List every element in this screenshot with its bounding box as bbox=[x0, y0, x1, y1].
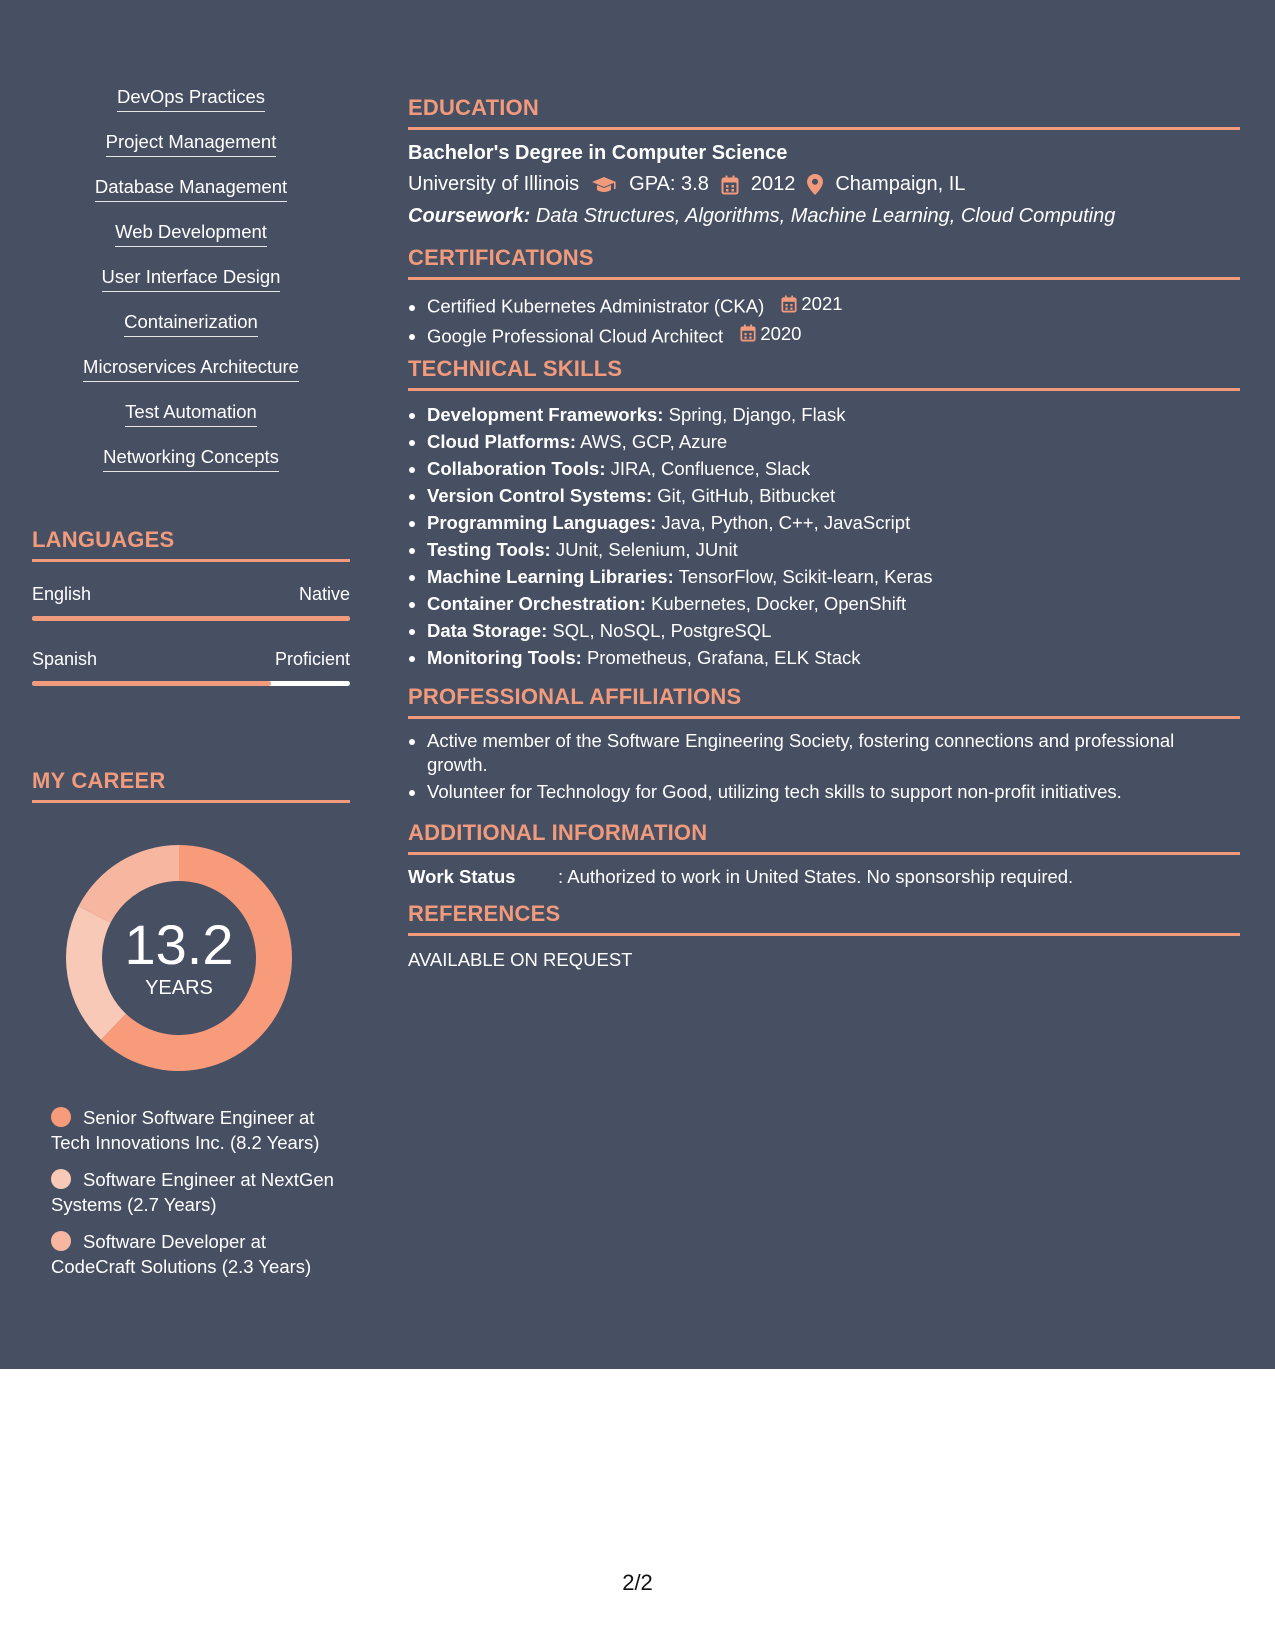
language-name: Spanish bbox=[32, 649, 98, 669]
certification-item: • Certified Kubernetes Administrator (CKA) 2021 bbox=[427, 290, 1240, 320]
affiliation-item: • Volunteer for Technology for Good, utilizing tech skills to support non-profit initiatives. bbox=[427, 780, 1240, 804]
education-school: University of Illinois bbox=[408, 173, 580, 195]
calendar-icon bbox=[781, 295, 797, 313]
career-legend bbox=[51, 1105, 351, 1291]
certification-year: 2021 bbox=[801, 293, 843, 314]
calendar-icon bbox=[740, 324, 756, 342]
education-gpa: GPA: 3.8 bbox=[629, 173, 709, 195]
technical-skill-item: • Monitoring Tools: Prometheus, Grafana, ELK Stack bbox=[427, 644, 1240, 671]
skill-item: Test Automation bbox=[32, 401, 350, 446]
legend-dot bbox=[51, 1107, 71, 1127]
technical-skill-item: • Programming Languages: Java, Python, C++, JavaScript bbox=[427, 509, 1240, 536]
language-bar-fill bbox=[32, 681, 271, 686]
location-pin-icon bbox=[807, 174, 823, 195]
technical-skill-item: • Data Storage: SQL, NoSQL, PostgreSQL bbox=[427, 617, 1240, 644]
donut-slice bbox=[79, 845, 179, 923]
skill-item: User Interface Design bbox=[32, 266, 350, 311]
languages-section bbox=[32, 529, 350, 686]
language-item bbox=[32, 649, 350, 686]
references-section bbox=[408, 903, 1240, 971]
certification-year: 2020 bbox=[760, 322, 802, 344]
page-number: 2/2 bbox=[622, 1570, 653, 1595]
references-text: AVAILABLE ON REQUEST bbox=[408, 949, 633, 970]
legend-dot bbox=[51, 1231, 71, 1251]
career-item: Senior Software Engineer at Tech Innovations Inc. (8.2 Years) bbox=[51, 1107, 320, 1153]
technical-skills-title: TECHNICAL SKILLS bbox=[408, 358, 1240, 391]
skill-item: Web Development bbox=[32, 221, 350, 266]
education-section bbox=[408, 97, 1240, 228]
education-location: Champaign, IL bbox=[835, 173, 966, 195]
graduation-cap-icon bbox=[591, 176, 617, 194]
certifications-section bbox=[408, 247, 1240, 349]
work-status-label: Work Status bbox=[408, 866, 516, 887]
language-bar bbox=[32, 616, 350, 621]
career-item: Software Developer at CodeCraft Solutions (2.3 Years) bbox=[51, 1231, 312, 1277]
coursework-label: Coursework: bbox=[408, 205, 531, 227]
affiliations-section bbox=[408, 686, 1240, 807]
affiliations-title: PROFESSIONAL AFFILIATIONS bbox=[408, 686, 1240, 719]
certifications-title: CERTIFICATIONS bbox=[408, 247, 1240, 280]
skill-item: Project Management bbox=[32, 131, 350, 176]
languages-title: LANGUAGES bbox=[32, 529, 350, 562]
education-coursework bbox=[408, 205, 1240, 228]
coursework-value: Data Structures, Algorithms, Machine Learning, Cloud Computing bbox=[535, 205, 1116, 227]
certification-item: • Google Professional Cloud Architect 2020 bbox=[427, 320, 1240, 350]
language-name: English bbox=[32, 584, 92, 604]
technical-skills-list bbox=[408, 401, 1240, 671]
career-section bbox=[32, 768, 350, 1277]
technical-skill-item: • Testing Tools: JUnit, Selenium, JUnit bbox=[427, 536, 1240, 563]
education-title: EDUCATION bbox=[408, 97, 1240, 130]
skill-item: Database Management bbox=[32, 176, 350, 221]
language-bar-fill bbox=[32, 616, 350, 621]
affiliation-item: • Active member of the Software Engineering Society, fostering connections and professional growth. bbox=[427, 729, 1240, 777]
skill-item: Containerization bbox=[32, 311, 350, 356]
references-title: REFERENCES bbox=[408, 903, 1240, 936]
certifications-list bbox=[408, 290, 1240, 349]
technical-skills-section bbox=[408, 358, 1240, 671]
affiliations-list bbox=[408, 729, 1240, 804]
language-level: Native bbox=[298, 584, 350, 604]
work-status-value: : Authorized to work in United States. No sponsorship required. bbox=[558, 866, 1074, 887]
career-donut bbox=[66, 845, 292, 1071]
education-year: 2012 bbox=[750, 173, 796, 195]
language-item bbox=[32, 584, 350, 621]
legend-dot bbox=[51, 1169, 71, 1189]
work-status bbox=[408, 866, 1240, 888]
skill-item: DevOps Practices bbox=[32, 86, 350, 131]
career-title: MY CAREER bbox=[32, 770, 350, 803]
education-degree: Bachelor's Degree in Computer Science bbox=[408, 142, 788, 164]
additional-info-title: ADDITIONAL INFORMATION bbox=[408, 822, 1240, 855]
technical-skill-item: • Version Control Systems: Git, GitHub, Bitbucket bbox=[427, 482, 1240, 509]
skills-list bbox=[32, 86, 350, 491]
career-total: 13.2 bbox=[124, 913, 234, 976]
skill-item: Networking Concepts bbox=[32, 446, 350, 491]
skill-item: Microservices Architecture bbox=[32, 356, 350, 401]
additional-info-section bbox=[408, 822, 1240, 888]
technical-skill-item: • Cloud Platforms: AWS, GCP, Azure bbox=[427, 428, 1240, 455]
career-unit: YEARS bbox=[145, 977, 213, 999]
language-bar bbox=[32, 681, 350, 686]
language-level: Proficient bbox=[274, 649, 350, 669]
technical-skill-item: • Collaboration Tools: JIRA, Confluence, Slack bbox=[427, 455, 1240, 482]
technical-skill-item: • Development Frameworks: Spring, Django, Flask bbox=[427, 401, 1240, 428]
career-item: Software Engineer at NextGen Systems (2.7 Years) bbox=[51, 1169, 334, 1215]
technical-skill-item: • Container Orchestration: Kubernetes, Docker, OpenShift bbox=[427, 590, 1240, 617]
calendar-icon bbox=[721, 175, 739, 195]
technical-skill-item: • Machine Learning Libraries: TensorFlow, Scikit-learn, Keras bbox=[427, 563, 1240, 590]
